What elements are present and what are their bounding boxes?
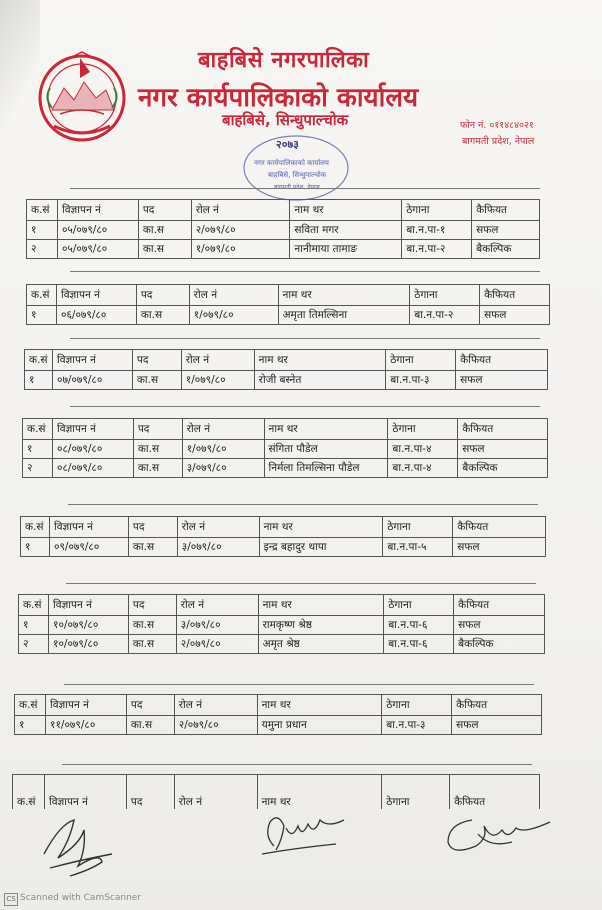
cell-roll-no: २/०७९/८०: [191, 221, 290, 240]
col-header-sn: क.सं: [23, 419, 53, 440]
cell-post: का.स: [133, 459, 182, 478]
cell-remarks: बैकल्पिक: [454, 635, 545, 654]
cell-sn: १: [19, 616, 49, 635]
cell-remarks: बैकल्पिक: [472, 240, 540, 259]
cell-sn: १: [15, 716, 46, 735]
cell-post: का.स: [128, 635, 176, 654]
cell-sn: २: [27, 240, 58, 259]
cell-name: इन्द्र बहादुर थापा: [259, 538, 383, 557]
cell-advert-no: ०८/०७९/८०: [52, 459, 133, 478]
cell-name: निर्मला तिमल्सिना पौडेल: [264, 459, 388, 478]
cell-remarks: सफल: [454, 616, 545, 635]
cell-remarks: सफल: [456, 371, 548, 390]
col-header-name: नाम थर: [278, 285, 410, 306]
separator-line: [62, 764, 532, 765]
cell-advert-no: ०७/०७९/८०: [52, 371, 132, 390]
cell-name: रामकृष्ण श्रेष्ठ: [258, 616, 384, 635]
col-header-name: नाम थर: [258, 595, 384, 616]
col-header-sn: क.सं: [19, 595, 49, 616]
cell-advert-no: १०/०७९/८०: [48, 635, 128, 654]
result-table: [26, 199, 540, 259]
cell-remarks: बैकल्पिक: [458, 459, 548, 478]
cell-address: बा.न.पा-३: [386, 371, 456, 390]
col-header-sn: क.सं: [13, 775, 45, 810]
stamp-number: २०७३: [276, 138, 299, 151]
cell-roll-no: ३/०७९/८०: [182, 459, 264, 478]
cell-advert-no: १०/०७९/८०: [48, 616, 128, 635]
municipality-name: बाहबिसे नगरपालिका: [198, 48, 370, 73]
col-header-advert-no: विज्ञापन नं: [45, 695, 126, 716]
col-header-roll-no: रोल नं: [176, 595, 258, 616]
result-table: [12, 774, 540, 809]
col-header-advert-no: विज्ञापन नं: [44, 775, 126, 810]
cell-address: बा.न.पा-४: [388, 459, 458, 478]
cell-post: का.स: [138, 221, 191, 240]
col-header-remarks: कैफियत: [453, 517, 546, 538]
separator-line: [68, 504, 538, 505]
col-header-post: पद: [136, 285, 189, 306]
col-header-sn: क.सं: [25, 350, 53, 371]
col-header-name: नाम थर: [259, 517, 383, 538]
col-header-post: पद: [128, 595, 176, 616]
col-header-advert-no: विज्ञापन नं: [56, 285, 136, 306]
cell-roll-no: २/०७९/८०: [174, 716, 257, 735]
stamp-text-2: बाहबिसे, सिन्धुपाल्चोक: [268, 171, 327, 179]
cell-sn: २: [19, 635, 49, 654]
col-header-address: ठेगाना: [383, 517, 453, 538]
col-header-name: नाम थर: [257, 775, 382, 810]
province-name: बागमती प्रदेश, नेपाल: [462, 136, 535, 147]
col-header-remarks: कैफियत: [480, 285, 550, 306]
cell-advert-no: ०५/०७९/८०: [57, 240, 138, 259]
col-header-roll-no: रोल नं: [191, 200, 290, 221]
col-header-post: पद: [132, 350, 181, 371]
table-header-row: [13, 775, 540, 810]
col-header-post: पद: [138, 200, 191, 221]
cell-roll-no: १/०७९/८०: [182, 440, 264, 459]
col-header-remarks: कैफियत: [458, 419, 548, 440]
table-row: [21, 538, 546, 557]
separator-line: [70, 271, 540, 272]
col-header-advert-no: विज्ञापन नं: [49, 517, 128, 538]
table-row: [15, 716, 542, 735]
separator-line: [70, 406, 540, 407]
col-header-advert-no: विज्ञापन नं: [52, 350, 132, 371]
cell-post: का.स: [133, 440, 182, 459]
col-header-remarks: कैफियत: [454, 595, 545, 616]
col-header-roll-no: रोल नं: [174, 695, 257, 716]
table-row: [27, 240, 540, 259]
result-table: [26, 284, 550, 325]
cell-advert-no: ०६/०७९/८०: [56, 306, 136, 325]
cell-remarks: सफल: [452, 716, 542, 735]
cell-sn: १: [23, 440, 53, 459]
cell-name: संगिता पौडेल: [264, 440, 388, 459]
cell-post: का.स: [138, 240, 191, 259]
table-header-row: [21, 517, 546, 538]
cell-address: बा.न.पा-६: [384, 635, 454, 654]
table-row: [23, 459, 548, 478]
cell-remarks: सफल: [458, 440, 548, 459]
scanner-watermark: Scanned with CamScanner: [20, 893, 142, 903]
result-table: [18, 594, 545, 654]
col-header-roll-no: रोल नं: [189, 285, 278, 306]
cell-post: का.स: [132, 371, 181, 390]
cell-sn: १: [27, 221, 58, 240]
cell-name: सविता मगर: [290, 221, 402, 240]
col-header-post: पद: [126, 695, 174, 716]
col-header-remarks: कैफियत: [452, 695, 542, 716]
cell-name: अमृता तिमल्सिना: [278, 306, 410, 325]
separator-line: [70, 188, 540, 189]
col-header-name: नाम थर: [257, 695, 382, 716]
table-header-row: [25, 350, 548, 371]
office-address: बाहबिसे, सिन्धुपाल्चोक: [222, 111, 349, 129]
cell-roll-no: ३/०७९/८०: [176, 616, 258, 635]
cell-name: रोजी बस्नेत: [254, 371, 386, 390]
cell-advert-no: ०९/०७९/८०: [49, 538, 128, 557]
table-row: [19, 616, 545, 635]
col-header-roll-no: रोल नं: [174, 775, 257, 810]
cell-address: बा.न.पा-२: [410, 306, 480, 325]
cell-post: का.स: [128, 538, 177, 557]
cell-remarks: सफल: [453, 538, 546, 557]
col-header-roll-no: रोल नं: [177, 517, 259, 538]
table-row: [25, 371, 548, 390]
table-header-row: [27, 285, 550, 306]
cell-sn: १: [25, 371, 53, 390]
col-header-name: नाम थर: [254, 350, 386, 371]
stamp-text-3: [274, 183, 321, 191]
col-header-sn: क.सं: [27, 285, 57, 306]
col-header-address: ठेगाना: [384, 595, 454, 616]
government-emblem-icon: [34, 48, 130, 144]
cell-address: बा.न.पा-३: [382, 716, 452, 735]
separator-line: [70, 338, 540, 339]
signature-1: [40, 814, 130, 882]
col-header-address: ठेगाना: [382, 695, 452, 716]
office-title: नगर कार्यपालिकाको कार्यालय: [138, 83, 419, 113]
result-table: [14, 694, 542, 735]
col-header-advert-no: विज्ञापन नं: [48, 595, 128, 616]
camscanner-logo-icon: CS: [4, 893, 18, 906]
result-table: [20, 516, 546, 557]
col-header-address: ठेगाना: [386, 350, 456, 371]
cell-roll-no: २/०७९/८०: [176, 635, 258, 654]
result-table: [22, 418, 548, 478]
stamp-text-1: नगर कार्यपालिकाको कार्यालय: [254, 159, 329, 167]
cell-address: बा.न.पा-४: [388, 440, 458, 459]
signature-3: [442, 808, 554, 858]
cell-remarks: सफल: [472, 221, 540, 240]
cell-roll-no: १/०७९/८०: [181, 371, 254, 390]
col-header-sn: क.सं: [27, 200, 58, 221]
table-row: [27, 221, 540, 240]
phone-number: फोन नं. ०११४८४०२१: [460, 120, 534, 131]
col-header-roll-no: रोल नं: [182, 419, 264, 440]
cell-address: बा.न.पा-२: [402, 240, 472, 259]
table-row: [27, 306, 550, 325]
col-header-sn: क.सं: [15, 695, 46, 716]
col-header-post: पद: [126, 775, 174, 810]
result-table: [24, 349, 548, 390]
cell-post: का.स: [136, 306, 189, 325]
separator-line: [64, 684, 534, 685]
col-header-sn: क.सं: [21, 517, 50, 538]
table-header-row: [19, 595, 545, 616]
col-header-post: पद: [133, 419, 182, 440]
table-row: [23, 440, 548, 459]
col-header-advert-no: विज्ञापन नं: [57, 200, 138, 221]
col-header-name: नाम थर: [264, 419, 388, 440]
cell-advert-no: ०८/०७९/८०: [52, 440, 133, 459]
cell-remarks: सफल: [480, 306, 550, 325]
cell-name: अमृत श्रेष्ठ: [258, 635, 384, 654]
col-header-post: पद: [128, 517, 177, 538]
cell-address: बा.न.पा-५: [383, 538, 453, 557]
col-header-advert-no: विज्ञापन नं: [52, 419, 133, 440]
table-header-row: [23, 419, 548, 440]
cell-roll-no: ३/०७९/८०: [177, 538, 259, 557]
col-header-name: नाम थर: [290, 200, 402, 221]
cell-sn: १: [21, 538, 50, 557]
col-header-address: ठेगाना: [410, 285, 480, 306]
cell-advert-no: ०५/०७९/८०: [57, 221, 138, 240]
table-row: [19, 635, 545, 654]
cell-address: बा.न.पा-६: [384, 616, 454, 635]
col-header-address: ठेगाना: [388, 419, 458, 440]
cell-name: नानीमाया तामाङ: [290, 240, 402, 259]
cell-name: यमुना प्रधान: [257, 716, 382, 735]
col-header-address: ठेगाना: [402, 200, 472, 221]
table-header-row: [15, 695, 542, 716]
signature-2: [256, 806, 356, 858]
cell-roll-no: १/०७९/८०: [189, 306, 278, 325]
col-header-remarks: कैफियत: [456, 350, 548, 371]
separator-line: [66, 583, 536, 584]
col-header-roll-no: रोल नं: [181, 350, 254, 371]
col-header-address: ठेगाना: [382, 775, 450, 810]
col-header-remarks: कैफियत: [472, 200, 540, 221]
cell-post: का.स: [128, 616, 176, 635]
cell-address: बा.न.पा-१: [402, 221, 472, 240]
cell-sn: १: [27, 306, 57, 325]
cell-post: का.स: [126, 716, 174, 735]
cell-advert-no: ११/०७९/८०: [45, 716, 126, 735]
cell-sn: २: [23, 459, 53, 478]
office-stamp: [240, 132, 352, 204]
table-header-row: [27, 200, 540, 221]
cell-roll-no: १/०७९/८०: [191, 240, 290, 259]
col-header-remarks: कैफियत: [450, 775, 540, 810]
